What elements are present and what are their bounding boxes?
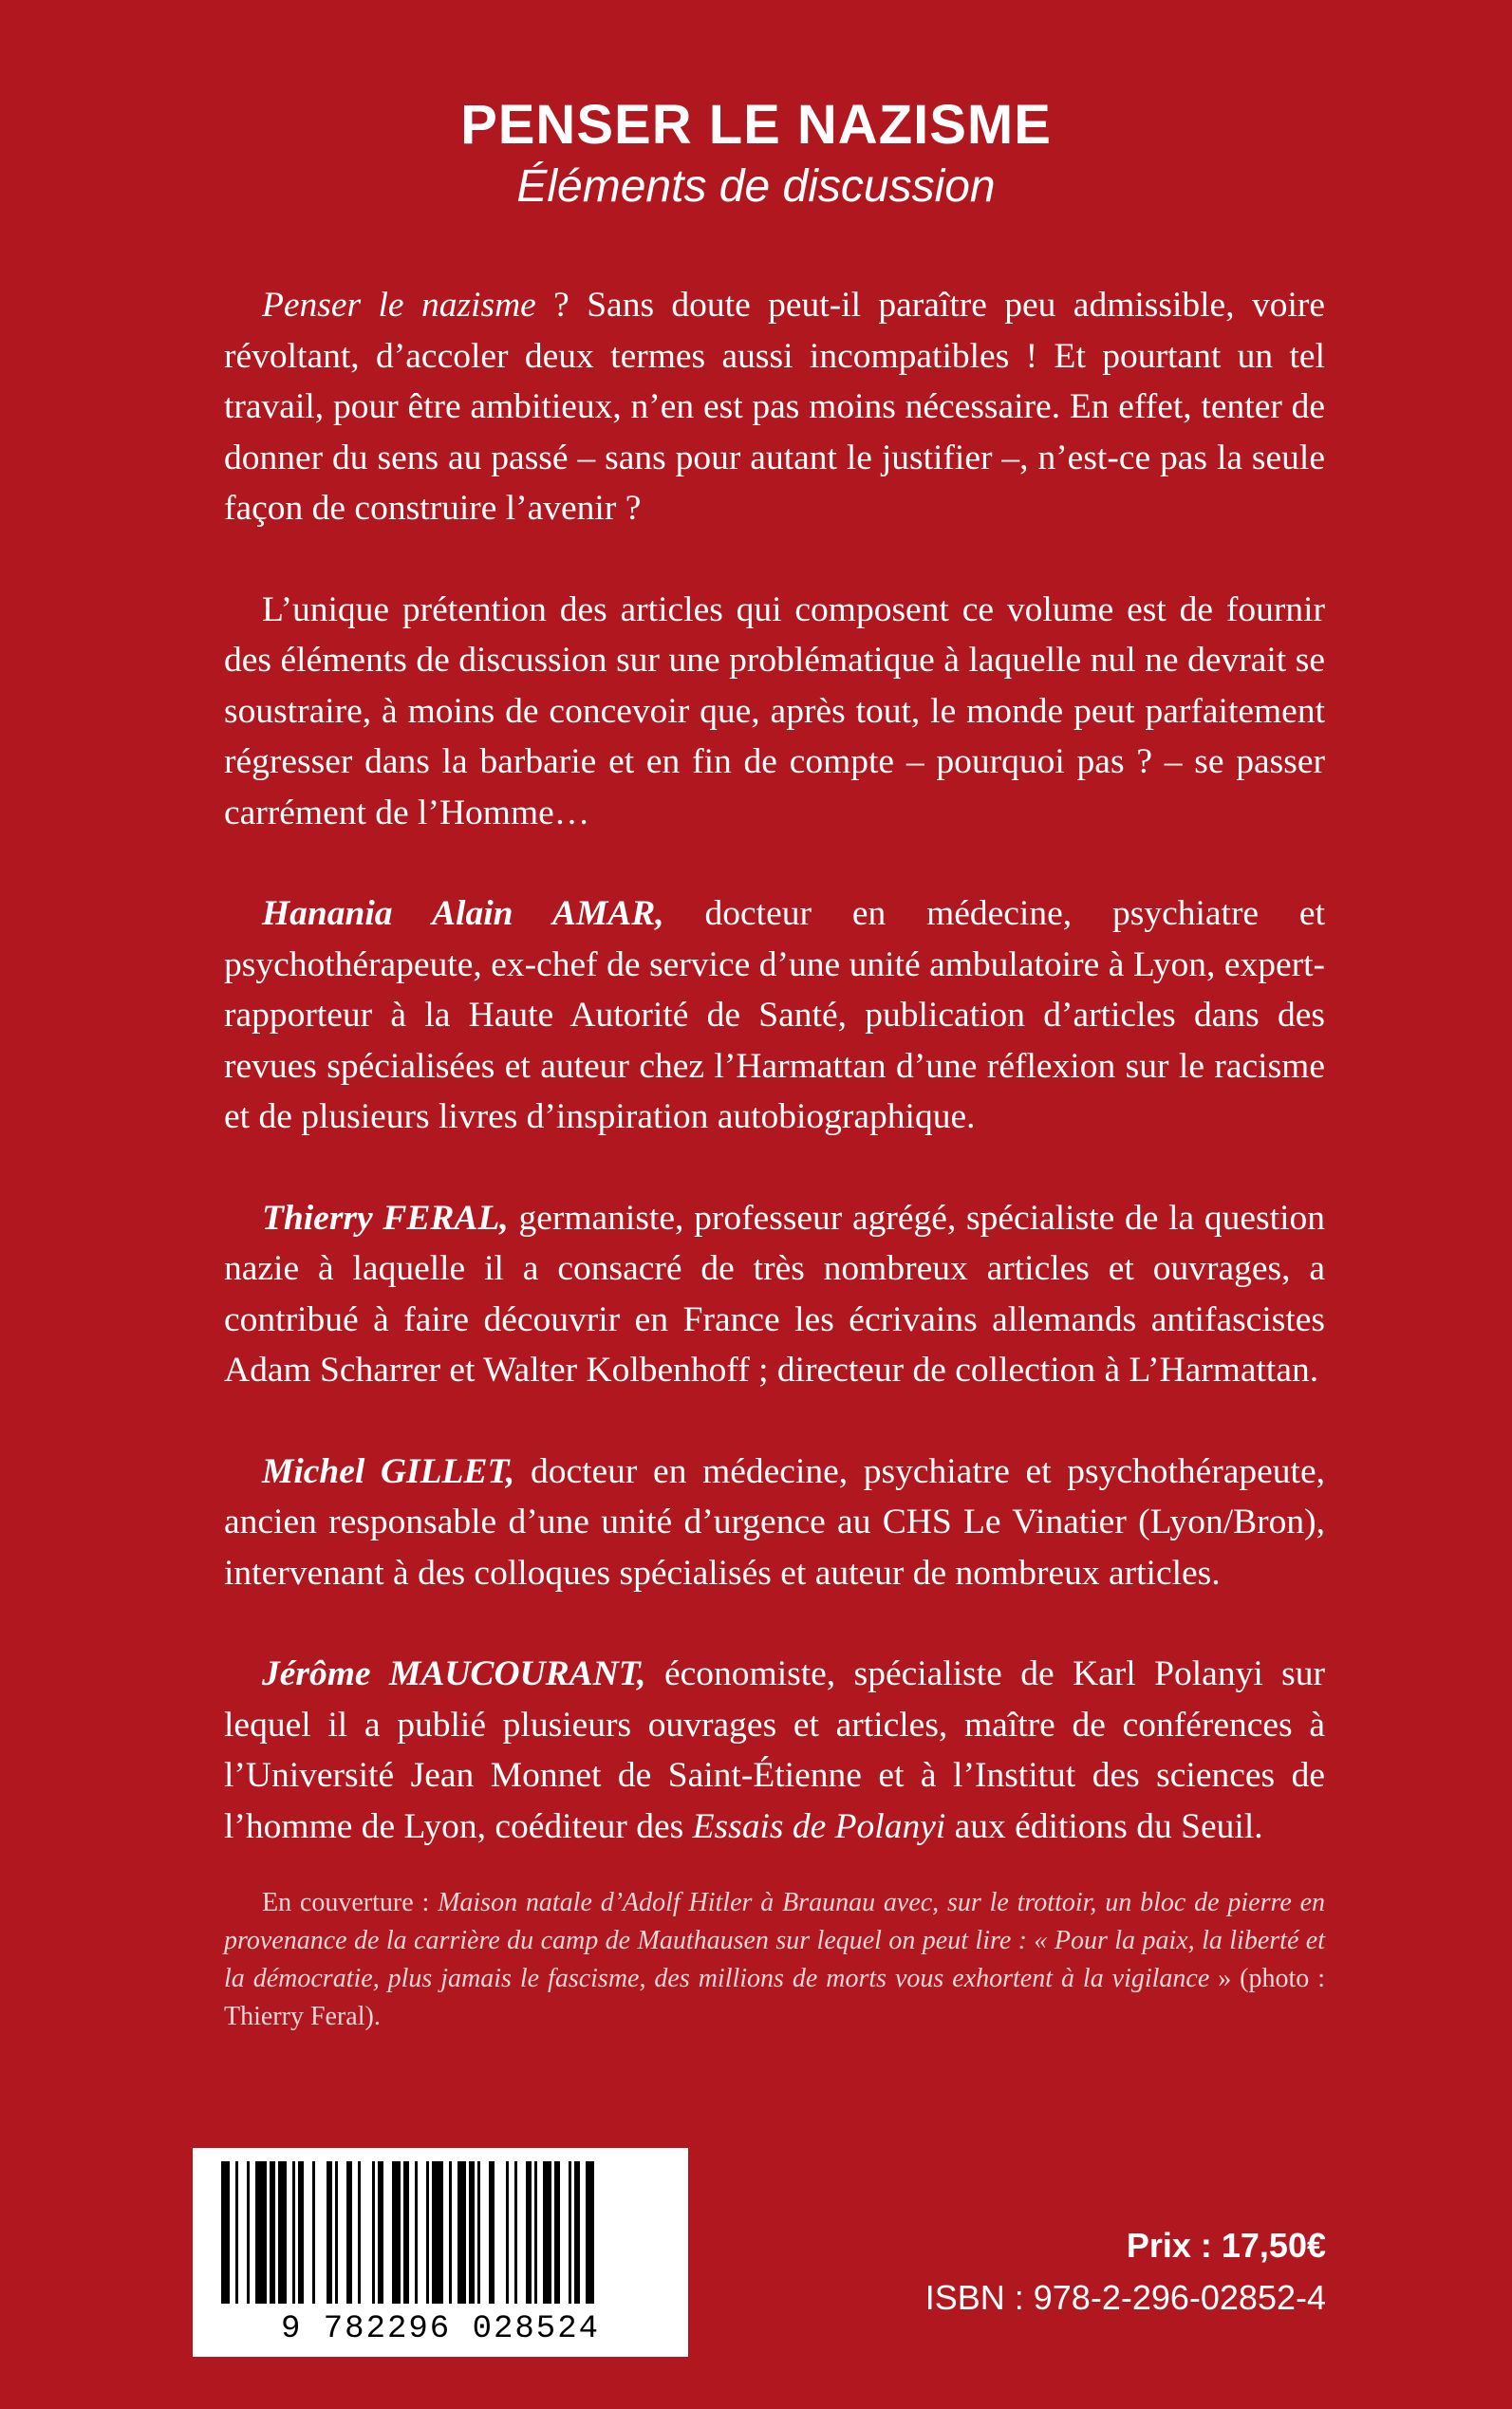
author-bio: [224, 888, 1325, 1143]
barcode-bar: [489, 2161, 495, 2304]
barcode-digits: 9 782296 028524: [280, 2311, 601, 2347]
author-bio: [224, 1193, 1325, 1396]
barcode-bar: [586, 2161, 594, 2304]
barcode-bar: [292, 2161, 295, 2304]
barcode-bar: [534, 2161, 537, 2304]
barcode-bar: [392, 2161, 401, 2304]
back-cover-text: [224, 280, 1325, 1902]
barcode-bar: [457, 2161, 466, 2304]
barcode-bar: [327, 2161, 332, 2304]
barcode-bar: [270, 2161, 275, 2304]
barcode-bar: [574, 2161, 580, 2304]
caption-text: [224, 1884, 1325, 2036]
author-bio: [224, 1447, 1325, 1599]
book-subtitle: Éléments de discussion: [516, 160, 996, 212]
barcode-bar: [514, 2161, 517, 2304]
author-description: économiste, spécialiste de Karl Polanyi sur lequel il a publié plusieurs ouvrages et articles, maître de conférences à l’Université Jean Monnet de Saint-Étienne et à l’Institut des sciences de l’homme de Lyon, coéditeur des: [224, 1654, 1326, 1846]
barcode-bar: [543, 2161, 551, 2304]
barcode-bar: [372, 2161, 375, 2304]
barcode-bar: [506, 2161, 509, 2304]
caption-description: Maison natale d’Adolf Hitler à Braunau avec, sur le trottoir, un bloc de pierre en provenance de la carrière du camp de Mauthausen sur lequel on peut lire : « Pour la paix, la liberté et la démocratie, plus jamais le fascisme, des millions de morts vous exhortent à la vigilance: [224, 1888, 1326, 1993]
isbn: ISBN : 978-2-296-02852-4: [924, 2278, 1326, 2317]
cover-caption: [224, 1884, 1325, 2036]
book-reference: Essais de Polanyi: [692, 1806, 946, 1846]
author-name: Hanania Alain AMAR,: [262, 894, 664, 933]
caption-prefix: En couverture :: [262, 1888, 439, 1917]
barcode-bar: [415, 2161, 418, 2304]
intro-lead: Penser le nazisme: [262, 286, 536, 325]
volume-paragraph: L’unique prétention des articles qui composent ce volume est de fournir des éléments de discussion sur une problématique à laquelle nul ne devrait se soustraire, à moins de concevoir que, après tout, le monde peut parfaitement régresser dans la barbarie et en fin de compte – pourquoi pas ? – se passer carrément de l’Homme…: [224, 589, 1325, 832]
barcode-bar: [278, 2161, 287, 2304]
barcode-bar: [569, 2161, 571, 2304]
title-block: [0, 95, 1512, 214]
barcode-bar: [378, 2161, 383, 2304]
barcode-bar: [235, 2161, 238, 2304]
author-name: Jérôme MAUCOURANT,: [262, 1654, 646, 1693]
price: Prix : 17,50€: [1126, 2226, 1326, 2265]
book-title: PENSER LE NAZISME: [460, 94, 1052, 156]
barcode-bar: [358, 2161, 361, 2304]
barcode-bar: [469, 2161, 475, 2304]
barcode-bar: [403, 2161, 409, 2304]
barcode-bar: [335, 2161, 338, 2304]
author-description-end: aux éditions du Seuil.: [945, 1806, 1263, 1846]
caption-credit: » (photo : Thierry Feral).: [224, 1964, 1325, 2031]
barcode-bar: [221, 2161, 230, 2304]
intro-rest: ? Sans doute peut-il paraître peu admissible, voire révoltant, d’accoler deux termes aussi incompatibles ! Et pourtant un tel travail, pour être ambitieux, n’en est pas moins nécessaire. En effet, tenter de donner du sens au passé – sans pour autant le justifier –, n’est-ce pas la seule façon de construire l’avenir ?: [224, 286, 1326, 528]
barcode-bar: [298, 2161, 304, 2304]
barcode-bar: [477, 2161, 480, 2304]
barcode-bar: [255, 2161, 267, 2304]
barcode-bar: [449, 2161, 452, 2304]
author-description: germaniste, professeur agrégé, spécialiste de la question nazie à laquelle il a consacré de très nombreux articles et ouvrages, a contribué à faire découvrir en France les écrivains allemands antifascistes Adam Scharrer et Walter Kolbenhoff ; directeur de collection à L’Harmattan.: [224, 1198, 1325, 1390]
author-name: Michel GILLET,: [262, 1451, 515, 1491]
barcode-bar: [426, 2161, 429, 2304]
barcode-bar: [247, 2161, 250, 2304]
barcode-bar: [432, 2161, 443, 2304]
barcode-bar: [554, 2161, 560, 2304]
author-description: docteur en médecine, psychiatre et psychothérapeute, ex-chef de service d’une unité ambulatoire à Lyon, expert-rapporteur à la Haute Autorité de Santé, publication d’articles dans des revues spécialisées et auteur chez l’Harmattan d’une réflexion sur le racisme et de plusieurs livres d’inspiration autobiographique.: [224, 894, 1325, 1136]
barcode-bar: [312, 2161, 315, 2304]
author-name: Thierry FERAL,: [262, 1198, 509, 1238]
author-bio: [224, 1649, 1325, 1852]
author-description: docteur en médecine, psychiatre et psychothérapeute, ancien responsable d’une unité d’urgence au CHS Le Vinatier (Lyon/Bron), intervenant à des colloques spécialisés et auteur de nombreux articles.: [224, 1451, 1325, 1593]
barcode-bars: [221, 2161, 660, 2304]
barcode-bar: [526, 2161, 532, 2304]
barcode-bar: [346, 2161, 352, 2304]
intro-paragraph: [224, 280, 1325, 534]
barcode: [193, 2148, 688, 2357]
